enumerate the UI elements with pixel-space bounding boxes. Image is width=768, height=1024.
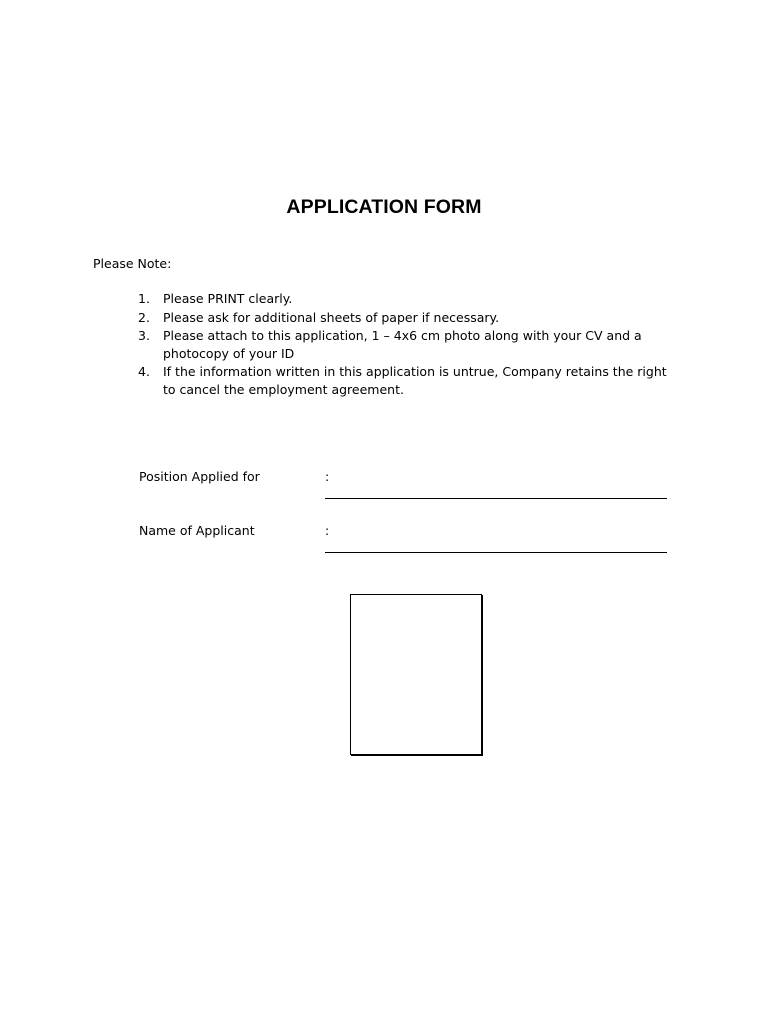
position-applied-label: Position Applied for <box>139 469 260 484</box>
applicant-name-line[interactable] <box>325 552 667 553</box>
notes-list <box>138 290 678 399</box>
note-item <box>138 290 678 308</box>
note-number: 3. <box>138 328 150 343</box>
note-text: Please PRINT clearly. <box>163 291 293 306</box>
note-item <box>138 327 678 362</box>
note-text: Please ask for additional sheets of paper if necessary. <box>163 309 500 325</box>
note-item <box>138 363 678 398</box>
applicant-name-label: Name of Applicant <box>139 523 255 538</box>
position-applied-line[interactable] <box>325 498 667 499</box>
field-separator: : <box>325 523 330 538</box>
position-applied-field <box>139 468 669 508</box>
note-number: 1. <box>138 291 150 306</box>
note-text: Please attach to this application, 1 – 4x6 cm photo along with your CV and a photocopy of your ID <box>163 328 642 361</box>
note-number: 2. <box>138 309 150 325</box>
note-item <box>138 309 678 327</box>
applicant-name-field <box>139 522 669 562</box>
note-number: 4. <box>138 364 150 379</box>
photo-box <box>350 594 482 755</box>
field-separator: : <box>325 469 330 484</box>
form-title: APPLICATION FORM <box>286 196 482 218</box>
note-label: Please Note: <box>93 256 172 271</box>
note-text: If the information written in this application is untrue, Company retains the right to cancel the employment agreement. <box>163 364 667 397</box>
